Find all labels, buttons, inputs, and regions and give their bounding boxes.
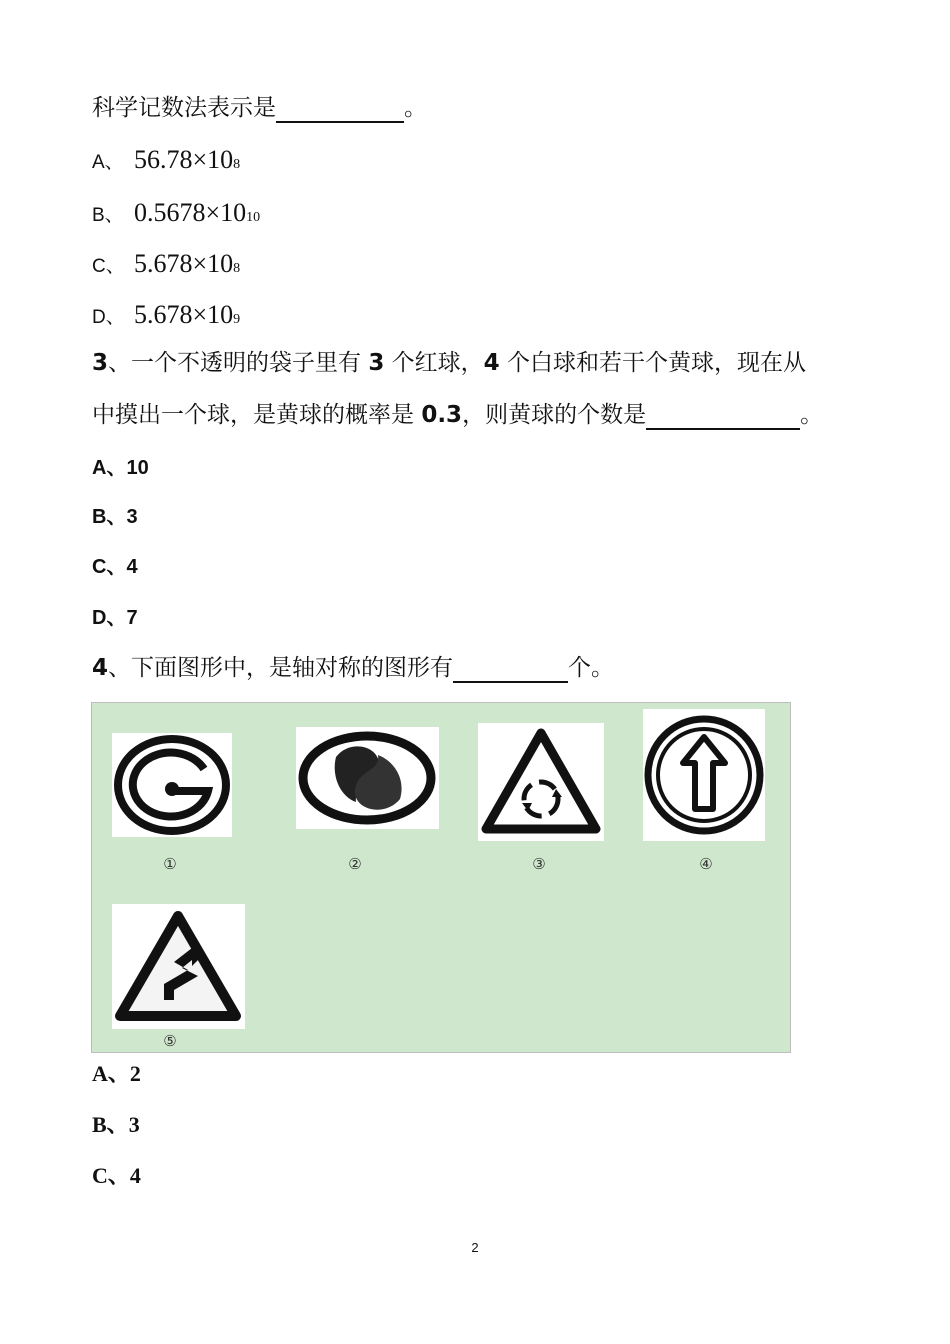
q3-option-c: C、4 [92, 556, 138, 578]
q2-option-b: B、 0.5678×1010 [92, 198, 261, 227]
figure-caption: ④ [699, 855, 713, 873]
figure-caption: ② [348, 855, 362, 873]
q2-option-c: C、 5.678×108 [92, 249, 241, 278]
answer-blank [646, 402, 800, 430]
swirl-oval-logo-icon [296, 727, 439, 829]
figure-panel [91, 702, 791, 1053]
g-circle-logo-icon [112, 733, 232, 837]
q3-stem-line2: 中摸出一个球，是黄球的概率是 0.3，则黄球的个数是 。 [92, 402, 824, 428]
answer-blank [276, 95, 404, 123]
q4-option-b: B、3 [92, 1112, 140, 1137]
q3-option-a: A、10 [92, 457, 149, 479]
q4-stem: 4、下面图形中，是轴对称的图形有 个。 [92, 655, 615, 681]
q2-option-a: A、 56.78×108 [92, 145, 241, 174]
straight-ahead-arrow-sign-icon [643, 709, 765, 841]
page-number: 2 [471, 1240, 479, 1255]
double-bend-triangle-sign-icon [112, 904, 245, 1029]
q4-option-c: C、4 [92, 1163, 141, 1188]
q3-option-d: D、7 [92, 607, 138, 629]
q2-option-d: D、 5.678×109 [92, 300, 241, 329]
q4-option-a: A、2 [92, 1061, 141, 1086]
q3-stem-line1: 3、一个不透明的袋子里有 3 个红球，4 个白球和若干个黄球，现在从 [92, 350, 806, 376]
figure-caption: ③ [532, 855, 546, 873]
figure-caption: ① [163, 855, 177, 873]
q2-stem-line: 科学记数法表示是 。 [92, 95, 427, 121]
answer-blank [453, 655, 568, 683]
figure-caption: ⑤ [163, 1032, 177, 1050]
q3-option-b: B、3 [92, 506, 138, 528]
roundabout-triangle-sign-icon [478, 723, 604, 841]
